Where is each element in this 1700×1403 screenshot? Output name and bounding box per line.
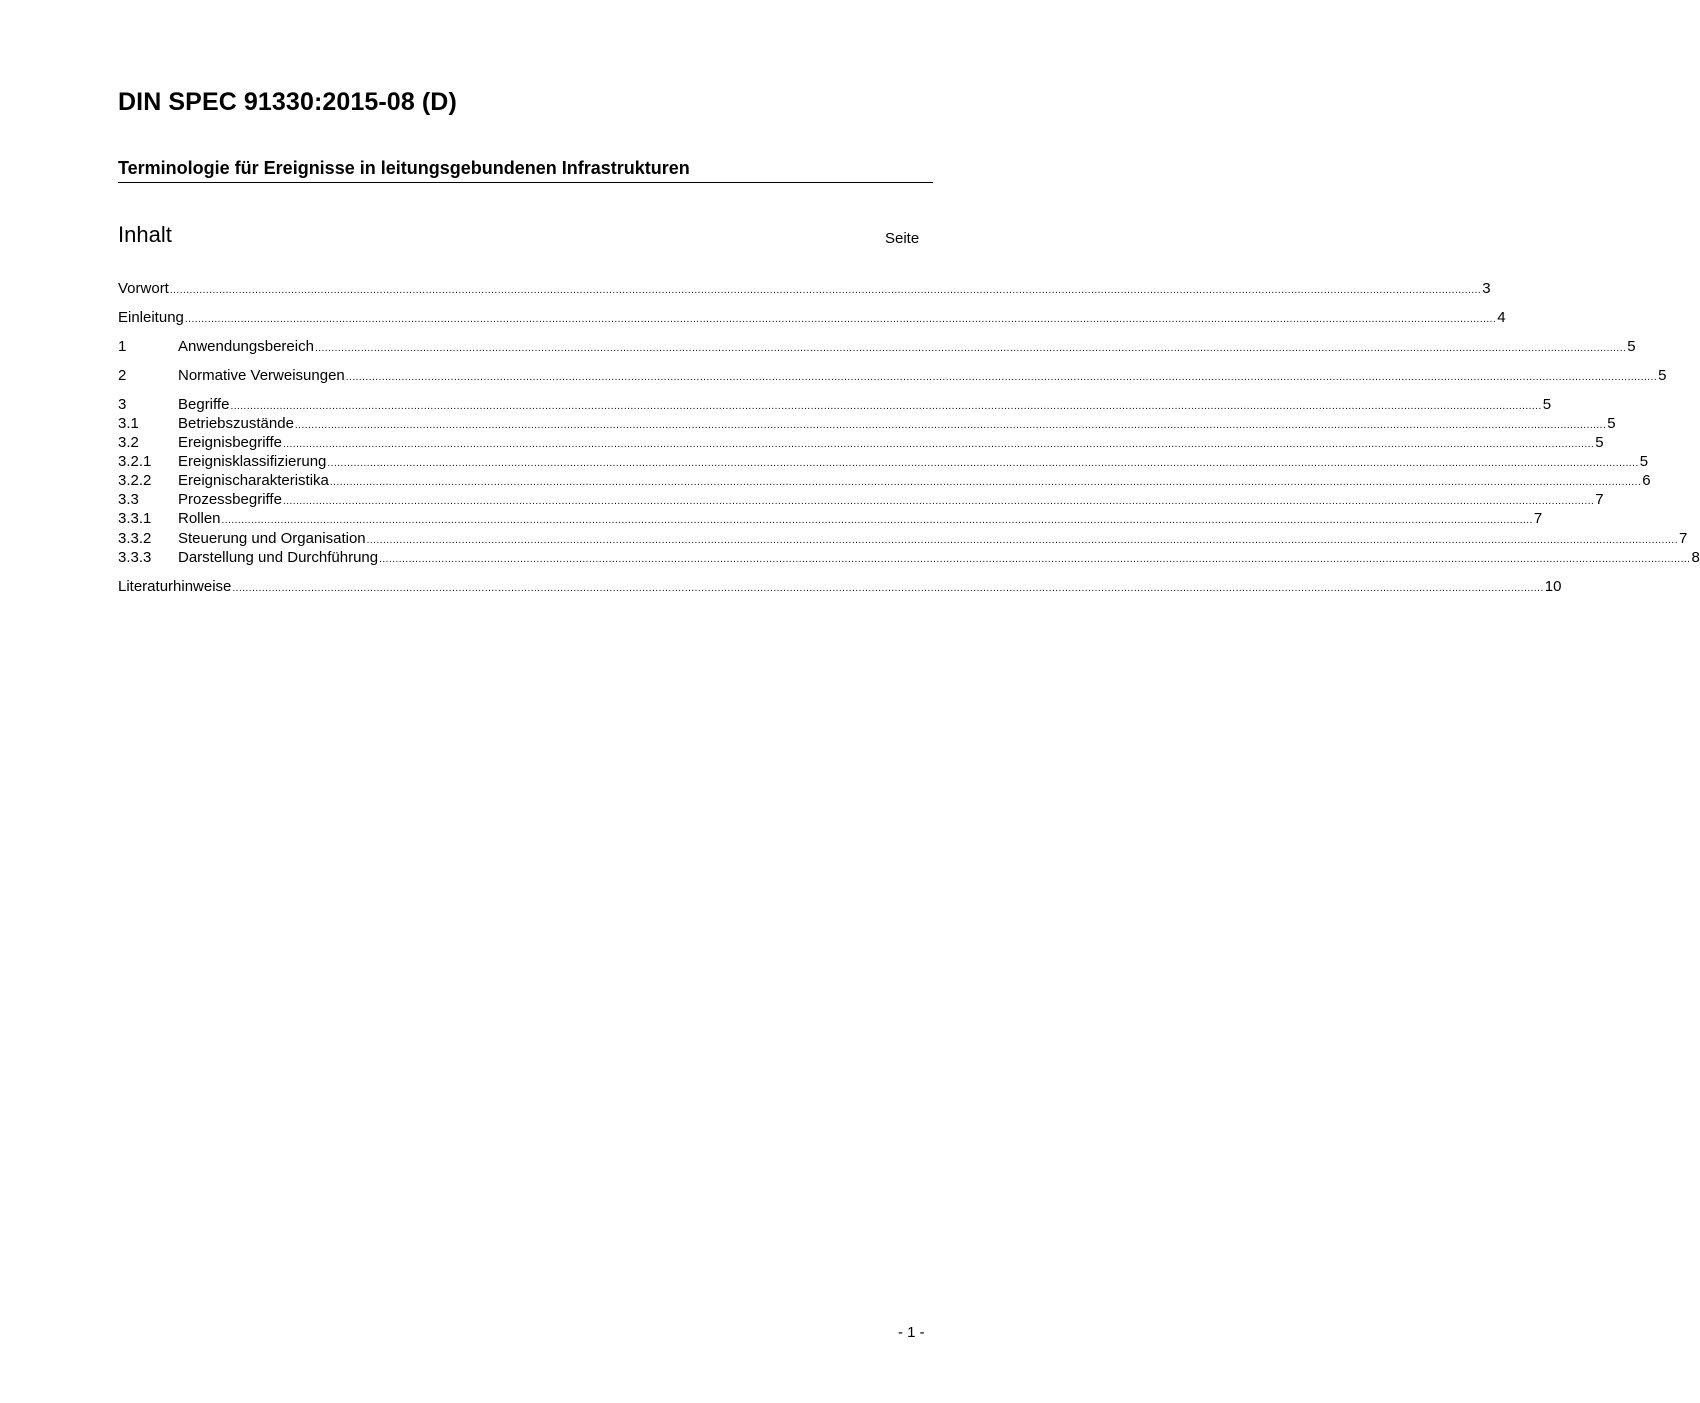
toc-leader: ................................................................................................................................................................................................................................................................................................................................................................................................................	[169, 285, 1482, 296]
toc-entry-page: 10	[1544, 578, 1562, 595]
toc-entry-title: Prozessbegriffe	[178, 491, 282, 508]
toc-leader: ................................................................................................................................................................................................................................................................................................................................................................................................................	[294, 420, 1607, 431]
toc-leader: ................................................................................................................................................................................................................................................................................................................................................................................................................	[230, 401, 1542, 412]
toc-entry-page: 5	[1542, 396, 1552, 413]
toc-leader: ................................................................................................................................................................................................................................................................................................................................................................................................................	[329, 477, 1642, 488]
toc-entry-page: 7	[1678, 530, 1688, 547]
toc-entry[interactable]	[118, 337, 1636, 356]
toc-entry-number: 3.3.2	[118, 530, 152, 547]
toc-entry-page: 7	[1533, 510, 1543, 527]
toc-entry[interactable]	[118, 414, 1616, 433]
toc-entry-title: Steuerung und Organisation	[178, 530, 366, 547]
toc-heading: Inhalt	[118, 222, 172, 247]
toc-entry-page: 5	[1627, 338, 1636, 355]
toc-entry[interactable]	[118, 308, 1506, 327]
toc-leader: ................................................................................................................................................................................................................................................................................................................................................................................................................	[345, 372, 1658, 383]
toc-leader: ................................................................................................................................................................................................................................................................................................................................................................................................................	[282, 496, 1595, 507]
toc-entry-number: 3.2	[118, 434, 139, 451]
toc-entry-number: 3	[118, 396, 127, 413]
toc-entry-number: 3.3.3	[118, 549, 152, 566]
toc-entry-title: Ereignisbegriffe	[178, 434, 282, 451]
toc-entry[interactable]	[118, 471, 1651, 490]
toc-leader: ................................................................................................................................................................................................................................................................................................................................................................................................................	[379, 554, 1691, 565]
toc-entry-title: Anwendungsbereich	[178, 338, 314, 355]
toc-leader: ................................................................................................................................................................................................................................................................................................................................................................................................................	[184, 314, 1497, 325]
toc-leader: ................................................................................................................................................................................................................................................................................................................................................................................................................	[282, 439, 1595, 450]
toc-leader: ................................................................................................................................................................................................................................................................................................................................................................................................................	[366, 535, 1678, 546]
toc-entry-number: 2	[118, 367, 127, 384]
toc-entry[interactable]	[118, 279, 1491, 298]
toc-entry-number: 3.2.2	[118, 472, 152, 489]
toc-entry[interactable]	[118, 577, 1562, 596]
toc-entry-title: Betriebszustände	[178, 415, 294, 432]
toc-entry-number: 3.3	[118, 491, 139, 508]
toc-entry[interactable]	[118, 548, 1700, 567]
toc-entry-page: 4	[1497, 309, 1506, 326]
toc-leader: ................................................................................................................................................................................................................................................................................................................................................................................................................	[232, 583, 1544, 594]
document-subtitle: Terminologie für Ereignisse in leitungsgebundenen Infrastrukturen	[118, 158, 933, 183]
toc-entry-page: 5	[1658, 367, 1667, 384]
toc-entry-page: 5	[1595, 434, 1604, 451]
toc-entry-number: 3.3.1	[118, 510, 152, 527]
toc-entry-title: Normative Verweisungen	[178, 367, 345, 384]
toc-entry-title: Ereignischarakteristika	[178, 472, 329, 489]
toc-entry-number: 1	[118, 338, 127, 355]
toc-entry-page: 6	[1642, 472, 1651, 489]
page-number: - 1 -	[898, 1324, 925, 1341]
toc-entry[interactable]	[118, 452, 1649, 471]
toc-leader: ................................................................................................................................................................................................................................................................................................................................................................................................................	[221, 515, 1533, 526]
toc-entry-page: 7	[1595, 491, 1604, 508]
toc-entry[interactable]	[118, 433, 1604, 452]
toc-entry[interactable]	[118, 366, 1667, 385]
toc-entry-title: Einleitung	[118, 309, 184, 326]
toc-entry-page: 8	[1691, 549, 1700, 566]
toc-entry-title: Begriffe	[178, 396, 230, 413]
toc-entry-page: 3	[1482, 280, 1491, 297]
toc-entry-title: Vorwort	[118, 280, 169, 297]
toc-page-column-label: Seite	[885, 230, 920, 247]
toc-entry-title: Darstellung und Durchführung	[178, 549, 379, 566]
toc-entry-title: Literaturhinweise	[118, 578, 232, 595]
toc-entry-number: 3.1	[118, 415, 139, 432]
document-title: DIN SPEC 91330:2015-08 (D)	[118, 88, 457, 116]
toc-leader: ................................................................................................................................................................................................................................................................................................................................................................................................................	[314, 343, 1627, 354]
toc-leader: ................................................................................................................................................................................................................................................................................................................................................................................................................	[327, 458, 1639, 469]
toc-entry-title: Ereignisklassifizierung	[178, 453, 327, 470]
toc-entry-title: Rollen	[178, 510, 221, 527]
toc-entry[interactable]	[118, 529, 1688, 548]
toc-entry-number: 3.2.1	[118, 453, 152, 470]
toc-entry-page: 5	[1639, 453, 1649, 470]
toc-entry[interactable]	[118, 395, 1552, 414]
toc-entry[interactable]	[118, 509, 1543, 528]
toc-entry[interactable]	[118, 490, 1604, 509]
toc-entry-page: 5	[1607, 415, 1616, 432]
